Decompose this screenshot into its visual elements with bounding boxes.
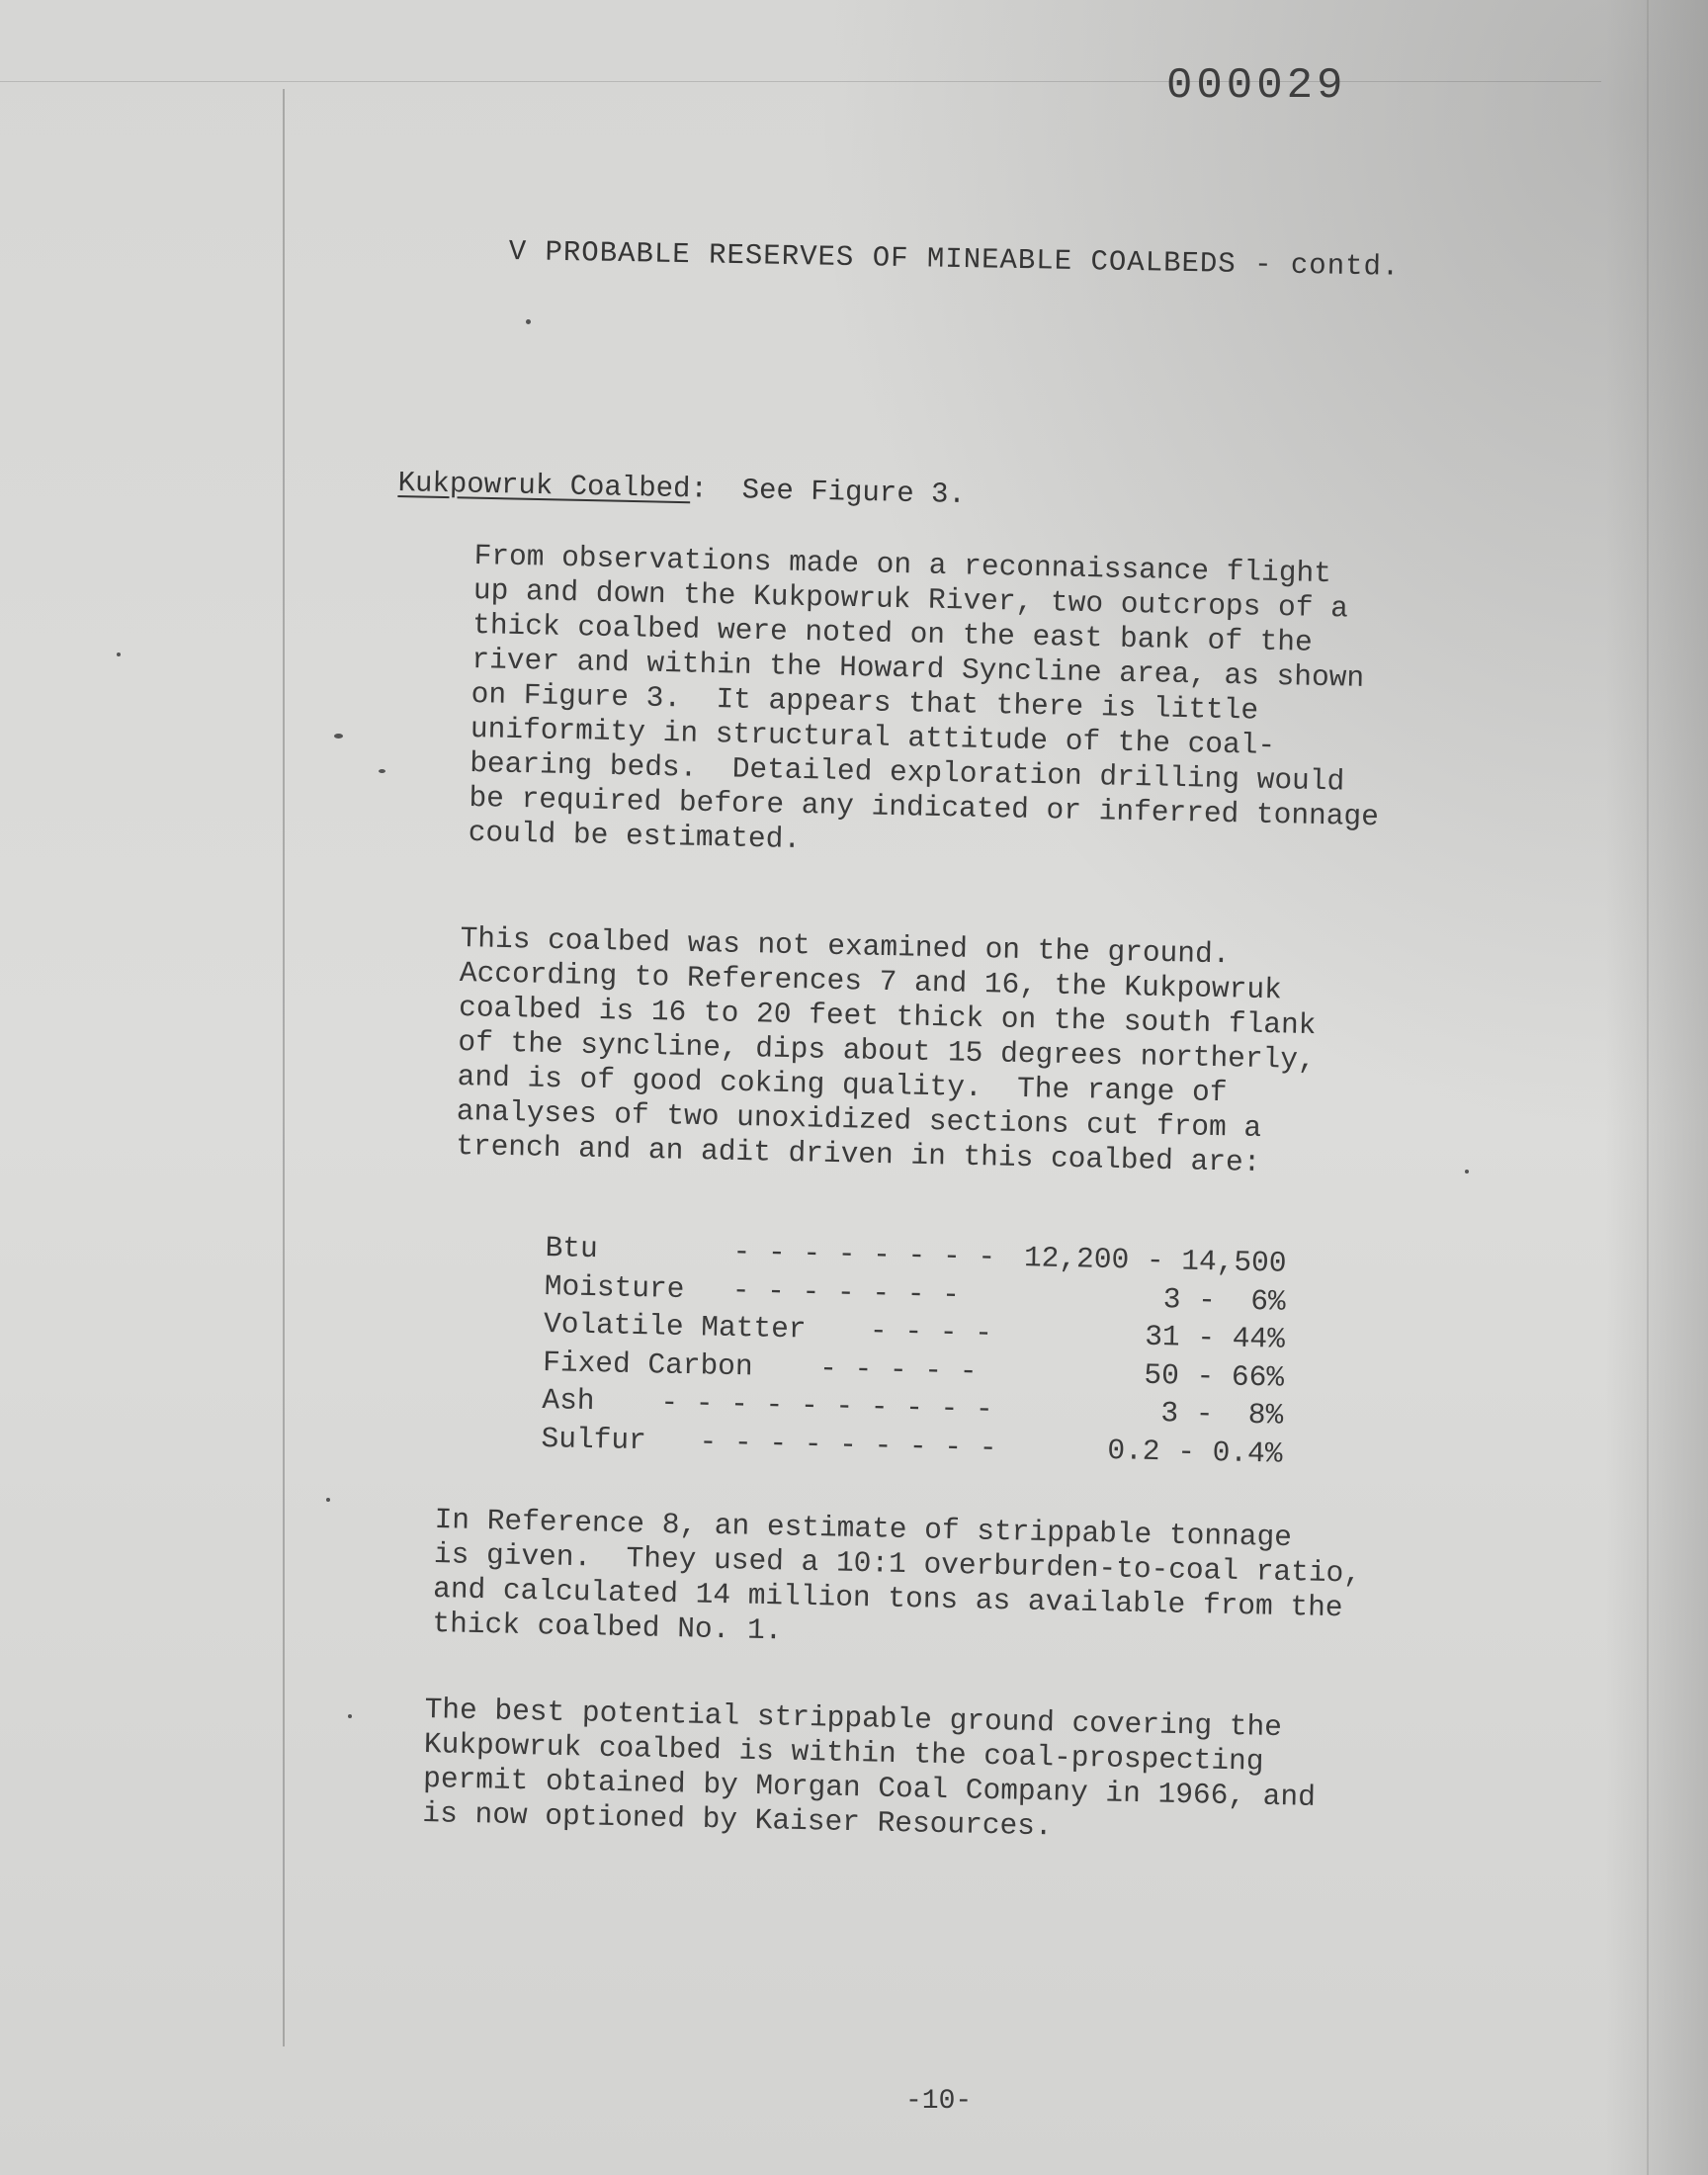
- paragraph-potential-ground: The best potential strippable ground covering the Kukpowruk coalbed is within the coal-prospecting permit obtained by Morgan Coal Company in 1966, and is now optioned by Kaiser Resources.: [422, 1693, 1317, 1844]
- analysis-range: 50 - 66%: [1144, 1357, 1285, 1395]
- analysis-leader: - - - - - - - - - -: [660, 1385, 994, 1427]
- subsection-colon: :: [690, 473, 709, 506]
- scan-speck: [1465, 1170, 1469, 1174]
- analysis-leader: - - - - - - -: [731, 1272, 961, 1312]
- analysis-leader: - - - - -: [818, 1350, 978, 1388]
- right-page-edge: [1647, 0, 1649, 2175]
- coal-analysis-table: [541, 1231, 1287, 1475]
- scan-speck: [117, 652, 121, 656]
- scan-speck: [379, 769, 385, 773]
- analysis-name: Volatile Matter: [543, 1306, 807, 1347]
- analysis-name: Fixed Carbon: [542, 1345, 753, 1383]
- page-number: -10-: [905, 2086, 973, 2117]
- subsection-heading: [397, 467, 966, 511]
- document-stamp-number: 000029: [1166, 61, 1347, 111]
- analysis-name: Sulfur: [541, 1421, 647, 1457]
- paragraph-observations: From observations made on a reconnaissance flight up and down the Kukpowruk River, two outcrops of a thick coalbed were noted on the east bank of the river and within the Howard Syncline area, as shown on Figure 3. It appears that there is little uniformity in structural attitude of the coal- bearing beds. Detailed exploration drilling would be required before any indicated or inferred tonnage could be estimated.: [468, 539, 1380, 856]
- analysis-range: 0.2 - 0.4%: [1107, 1433, 1283, 1471]
- scan-speck: [326, 1498, 330, 1502]
- analysis-name: Ash: [542, 1382, 595, 1419]
- analysis-leader: - - - - - - - -: [732, 1234, 996, 1274]
- paragraph-strippable-estimate: In Reference 8, an estimate of strippable tonnage is given. They used a 10:1 overburden-to-coal ratio, and calculated 14 million tons as available from the thick coalbed No. 1.: [432, 1503, 1362, 1648]
- left-margin-rule: [283, 89, 285, 2046]
- scan-speck: [526, 319, 531, 324]
- subsection-figure-ref: See Figure 3.: [707, 473, 967, 512]
- analysis-range: 3 - 6%: [1162, 1281, 1287, 1319]
- paragraph-ground-examination: This coalbed was not examined on the ground. According to References 7 and 16, the Kukpowruk coalbed is 16 to 20 feet thick on the south flank of the syncline, dips about 15 degrees northerly, and is of good coking quality. The range of analyses of two unoxidized sections cut from a trench and an adit driven in this coalbed are:: [455, 921, 1317, 1180]
- scan-speck: [334, 734, 343, 739]
- top-rule: [0, 81, 1601, 82]
- section-title: V PROBABLE RESERVES OF MINEABLE COALBEDS - contd.: [508, 235, 1401, 284]
- subsection-label: Kukpowruk Coalbed: [397, 467, 691, 506]
- analysis-range: 31 - 44%: [1144, 1319, 1286, 1356]
- analysis-name: Btu: [545, 1231, 599, 1266]
- analysis-name: Moisture: [544, 1268, 685, 1306]
- analysis-range: 3 - 8%: [1160, 1396, 1284, 1433]
- scan-speck: [348, 1714, 352, 1718]
- analysis-leader: - - - -: [869, 1313, 993, 1350]
- analysis-leader: - - - - - - - - -: [699, 1424, 997, 1465]
- analysis-range: 12,200 - 14,500: [1023, 1241, 1287, 1280]
